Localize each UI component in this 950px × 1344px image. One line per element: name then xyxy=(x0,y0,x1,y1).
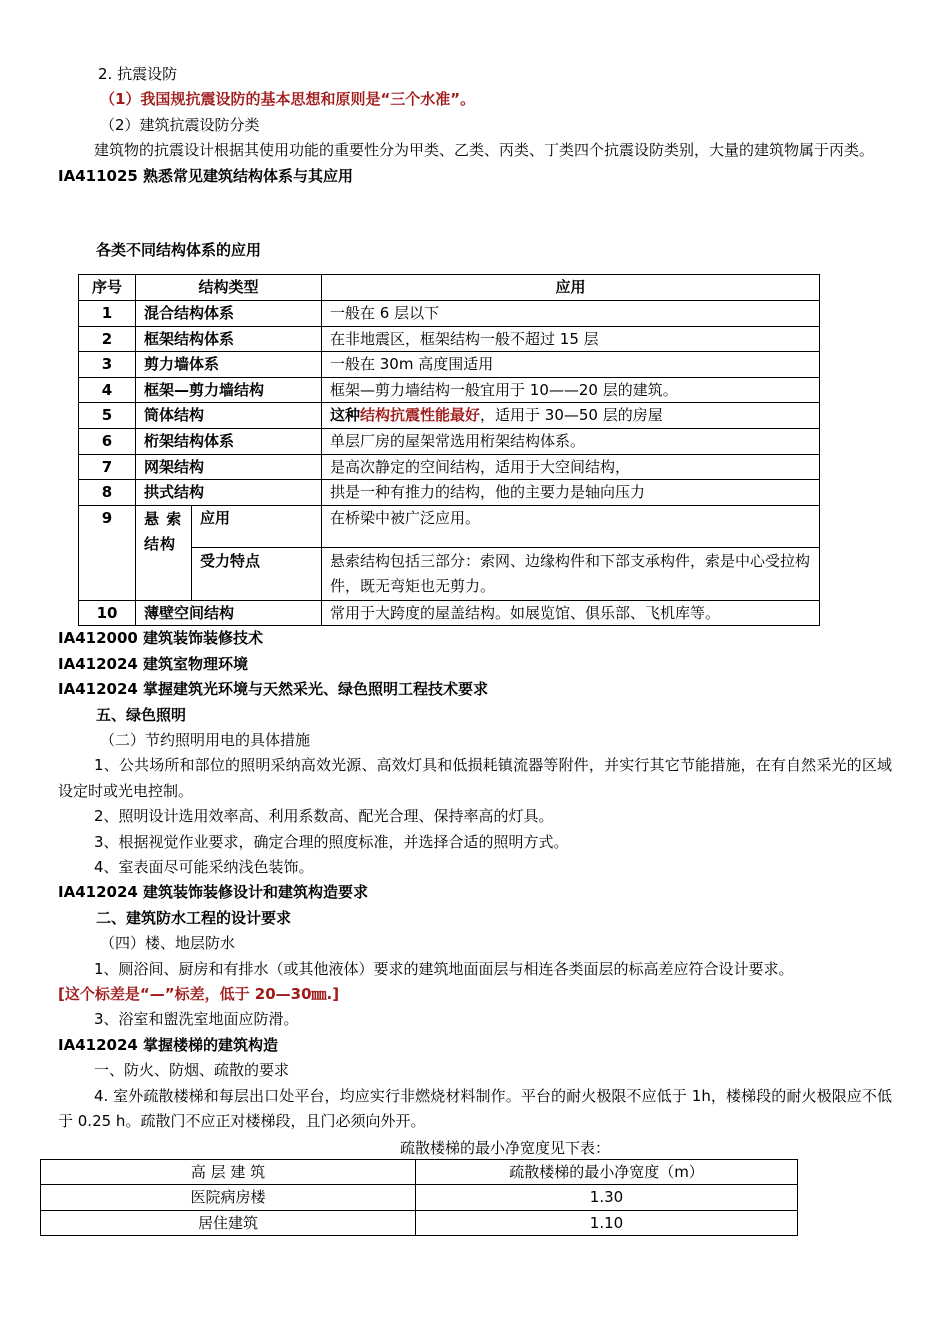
row-no: 7 xyxy=(79,454,136,480)
row-type: 薄壁空间结构 xyxy=(136,600,322,626)
waterproof-note: [这个标差是“—”标差，低于 20—30㎜.] xyxy=(58,985,340,1004)
waterproof-item-3: 3、浴室和盥洗室地面应防滑。 xyxy=(94,1010,299,1029)
row-no: 2 xyxy=(79,326,136,352)
table-row xyxy=(79,326,820,352)
table-header-row xyxy=(41,1159,798,1185)
row-building: 居住建筑 xyxy=(41,1210,416,1236)
header-building: 高 层 建 筑 xyxy=(41,1159,416,1185)
row-width: 1.10 xyxy=(416,1210,798,1236)
waterproof-item-1: 1、厕浴间、厨房和有排水（或其他液体）要求的建筑地面面层与相连各类面层的标高差应符合设计要求。 xyxy=(94,959,794,978)
table-row xyxy=(79,429,820,455)
table-row xyxy=(79,352,820,378)
table-row xyxy=(79,600,820,626)
row-type: 框架结构体系 xyxy=(136,326,322,352)
section-412024-physical: IA412024 建筑室物理环境 xyxy=(58,654,249,673)
table-row xyxy=(79,480,820,506)
section-412024-decoration: IA412024 建筑装饰装修设计和建筑构造要求 xyxy=(58,883,369,902)
row-app: 常用于大跨度的屋盖结构。如展览馆、俱乐部、飞机库等。 xyxy=(322,600,820,626)
seismic-principle: （1）我国规抗震设防的基本思想和原则是“三个水准”。 xyxy=(100,90,476,109)
green-item-3: 3、根据视觉作业要求，确定合理的照度标准，并选择合适的照明方式。 xyxy=(94,832,569,851)
row-no: 1 xyxy=(79,301,136,327)
waterproof-subheading: （四）楼、地层防水 xyxy=(100,934,236,953)
row-no: 5 xyxy=(79,403,136,429)
table-row xyxy=(79,301,820,327)
seismic-heading: 2. 抗震设防 xyxy=(98,65,178,83)
row-sub-label: 应用 xyxy=(192,505,322,547)
row-app: 单层厂房的屋架常选用桁架结构体系。 xyxy=(322,429,820,455)
row-no: 10 xyxy=(79,600,136,626)
table-row xyxy=(79,403,820,429)
table-row xyxy=(79,454,820,480)
section-412024-lighting: IA412024 掌握建筑光环境与天然采光、绿色照明工程技术要求 xyxy=(58,680,489,699)
row-no: 9 xyxy=(79,505,136,600)
stairs-table-caption: 疏散楼梯的最小净宽度见下表： xyxy=(399,1138,610,1157)
row-no: 4 xyxy=(79,377,136,403)
section-412024-stairs: IA412024 掌握楼梯的建筑构造 xyxy=(58,1035,279,1054)
row-type: 网架结构 xyxy=(136,454,322,480)
row-type: 悬 索 结构 xyxy=(136,505,192,600)
table-row xyxy=(41,1185,798,1211)
row-type: 桁架结构体系 xyxy=(136,429,322,455)
row-type: 剪力墙体系 xyxy=(136,352,322,378)
row-type: 筒体结构 xyxy=(136,403,322,429)
structure-table xyxy=(78,274,820,626)
section-411025: IA411025 熟悉常见建筑结构体系与其应用 xyxy=(58,166,354,185)
row-type: 混合结构体系 xyxy=(136,301,322,327)
stairs-paragraph: 4. 室外疏散楼梯和每层出口处平台，均应实行非燃烧材料制作。平台的耐火极限不应低于 1h，楼梯段的耐火极限应不低于 0.25 h。疏散门不应正对楼梯段，且门必须向外开。 xyxy=(58,1086,892,1131)
app-highlight: 结构抗震性能最好 xyxy=(360,406,481,425)
spacer xyxy=(58,189,892,238)
row-no: 3 xyxy=(79,352,136,378)
row-app xyxy=(322,403,820,429)
waterproof-heading: 二、建筑防水工程的设计要求 xyxy=(96,908,292,927)
row-app: 一般在 30m 高度围适用 xyxy=(322,352,820,378)
row-app: 在桥梁中被广泛应用。 xyxy=(322,505,820,547)
row-app: 悬索结构包括三部分：索网、边缘构件和下部支承构件，索是中心受拉构件，既无弯矩也无剪力。 xyxy=(322,547,820,600)
row-width: 1.30 xyxy=(416,1185,798,1211)
green-item-4: 4、室表面尽可能采纳浅色装饰。 xyxy=(94,858,314,877)
section-412000: IA412000 建筑装饰装修技术 xyxy=(58,629,264,648)
green-item-2: 2、照明设计选用效率高、利用系数高、配光合理、保持率高的灯具。 xyxy=(94,807,554,826)
row-app: 在非地震区，框架结构一般不超过 15 层 xyxy=(322,326,820,352)
green-item-1: 1、公共场所和部位的照明采纳高效光源、高效灯具和低损耗镇流器等附件，并实行其它节能措施，在有自然采光的区域设定时或光电控制。 xyxy=(58,756,892,800)
header-width: 疏散楼梯的最小净宽度（m） xyxy=(416,1159,798,1185)
row-type: 拱式结构 xyxy=(136,480,322,506)
table-title: 各类不同结构体系的应用 xyxy=(96,241,262,260)
row-app: 是高次静定的空间结构，适用于大空间结构， xyxy=(322,454,820,480)
app-suffix: ，适用于 30—50 层的房屋 xyxy=(480,406,663,425)
row-sub-label: 受力特点 xyxy=(192,547,322,600)
row-app: 框架—剪力墙结构一般宜用于 10——20 层的建筑。 xyxy=(322,377,820,403)
seismic-classification: （2）建筑抗震设防分类 xyxy=(100,115,260,134)
row-building: 医院病房楼 xyxy=(41,1185,416,1211)
green-lighting-subheading: （二）节约照明用电的具体措施 xyxy=(100,731,311,749)
table-row xyxy=(41,1210,798,1236)
row-app: 拱是一种有推力的结构，他的主要力是轴向压力 xyxy=(322,480,820,506)
table-row xyxy=(79,377,820,403)
header-app: 应用 xyxy=(322,275,820,301)
document-page xyxy=(58,62,892,1236)
row-app: 一般在 6 层以下 xyxy=(322,301,820,327)
green-lighting-heading: 五、绿色照明 xyxy=(96,705,187,724)
app-prefix: 这种 xyxy=(330,406,361,425)
table-header-row xyxy=(79,275,820,301)
row-no: 8 xyxy=(79,480,136,506)
header-no: 序号 xyxy=(79,275,136,301)
header-type: 结构类型 xyxy=(136,275,322,301)
seismic-paragraph: 建筑物的抗震设计根据其使用功能的重要性分为甲类、乙类、丙类、丁类四个抗震设防类别，大量的建筑物属于丙类。 xyxy=(94,141,875,160)
stairs-width-table xyxy=(40,1159,798,1237)
stairs-heading: 一、防火、防烟、疏散的要求 xyxy=(94,1061,290,1080)
row-no: 6 xyxy=(79,429,136,455)
table-row xyxy=(79,505,820,547)
row-type: 框架—剪力墙结构 xyxy=(136,377,322,403)
